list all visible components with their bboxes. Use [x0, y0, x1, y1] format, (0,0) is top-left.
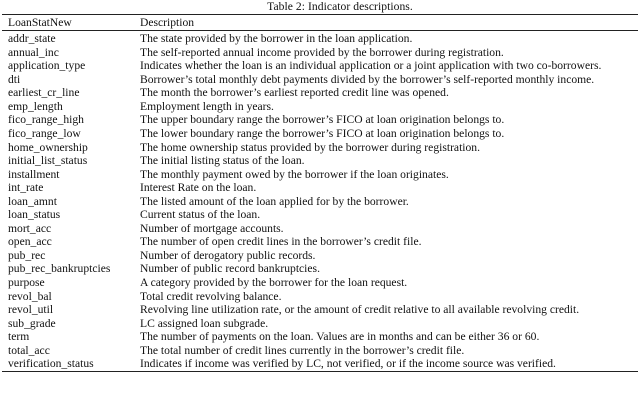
indicator-description-cell: The total number of credit lines currently in the borrower’s credit file. [140, 343, 465, 357]
table-row [2, 303, 638, 317]
indicator-description-cell: Indicates if income was verified by LC, not verified, or if the income source was verified. [140, 357, 556, 371]
indicator-name-cell: open_acc [8, 235, 52, 249]
indicator-description-cell: A category provided by the borrower for the loan request. [140, 276, 408, 290]
table-row [2, 46, 638, 60]
table-row [2, 113, 638, 127]
table-row [2, 59, 638, 73]
header-description: Description [140, 15, 195, 29]
table-row [2, 86, 638, 100]
indicator-name-cell: installment [8, 167, 60, 181]
indicator-name-cell: earliest_cr_line [8, 86, 80, 100]
indicator-description-cell: The number of payments on the loan. Values are in months and can be either 36 or 60. [140, 330, 540, 344]
table-caption: Table 2: Indicator descriptions. [267, 0, 413, 13]
indicator-name-cell: addr_state [8, 32, 56, 46]
indicator-description-cell: Indicates whether the loan is an individual application or a joint application with two co-borrowers. [140, 59, 602, 73]
table-row [2, 317, 638, 331]
indicator-name-cell: pub_rec [8, 248, 46, 262]
indicator-name-cell: initial_list_status [8, 154, 88, 168]
indicator-name-cell: revol_util [8, 303, 54, 317]
table-row [2, 168, 638, 182]
indicator-description-cell: The upper boundary range the borrower’s FICO at loan origination belongs to. [140, 113, 505, 127]
indicator-description-cell: Borrower’s total monthly debt payments divided by the borrower’s self-reported monthly income. [140, 72, 595, 86]
indicator-description-cell: Employment length in years. [140, 99, 274, 113]
indicator-name-cell: purpose [8, 276, 45, 290]
table-row [2, 262, 638, 276]
table-row [2, 127, 638, 141]
indicator-description-cell: The home ownership status provided by the borrower during registration. [140, 140, 481, 154]
indicator-name-cell: annual_inc [8, 45, 59, 59]
table-row [2, 357, 638, 371]
table-row [2, 344, 638, 358]
indicator-name-cell: loan_status [8, 208, 61, 222]
table-row [2, 222, 638, 236]
indicator-name-cell: emp_length [8, 99, 63, 113]
indicator-description-cell: The state provided by the borrower in the loan application. [140, 32, 413, 46]
table-row [2, 208, 638, 222]
indicator-description-cell: Current status of the loan. [140, 208, 261, 222]
table-row [2, 195, 638, 209]
table-row [2, 141, 638, 155]
table-row [2, 235, 638, 249]
table-row [2, 330, 638, 344]
table-row [2, 154, 638, 168]
indicator-description-cell: LC assigned loan subgrade. [140, 316, 269, 330]
indicator-table [2, 14, 638, 372]
indicator-description-cell: The lower boundary range the borrower’s FICO at loan origination belongs to. [140, 127, 505, 141]
indicator-description-cell: The self-reported annual income provided by the borrower during registration. [140, 45, 504, 59]
indicator-description-cell: Total credit revolving balance. [140, 289, 282, 303]
indicator-description-cell: The month the borrower’s earliest reported credit line was opened. [140, 86, 449, 100]
indicator-description-cell: The initial listing status of the loan. [140, 154, 305, 168]
header-row [2, 15, 638, 31]
indicator-name-cell: total_acc [8, 343, 50, 357]
indicator-description-cell: Number of derogatory public records. [140, 248, 316, 262]
indicator-description-cell: Number of public record bankruptcies. [140, 262, 320, 276]
indicator-name-cell: sub_grade [8, 316, 56, 330]
indicator-name-cell: term [8, 330, 30, 344]
table-row [2, 100, 638, 114]
table-row [2, 31, 638, 46]
indicator-description-cell: The listed amount of the loan applied for by the borrower. [140, 194, 409, 208]
indicator-description-cell: Number of mortgage accounts. [140, 221, 284, 235]
indicator-name-cell: loan_amnt [8, 194, 57, 208]
table-row [2, 249, 638, 263]
indicator-description-cell: The monthly payment owed by the borrower if the loan originates. [140, 167, 449, 181]
indicator-description-cell: Revolving line utilization rate, or the amount of credit relative to all available revolving credit. [140, 303, 580, 317]
indicator-name-cell: pub_rec_bankruptcies [8, 262, 111, 276]
indicator-name-cell: fico_range_high [8, 113, 84, 127]
indicator-name-cell: verification_status [8, 357, 94, 371]
indicator-name-cell: int_rate [8, 181, 44, 195]
indicator-name-cell: fico_range_low [8, 127, 81, 141]
table-row [2, 290, 638, 304]
indicator-name-cell: mort_acc [8, 221, 52, 235]
table-row [2, 276, 638, 290]
indicator-description-cell: The number of open credit lines in the borrower’s credit file. [140, 235, 422, 249]
table-body [2, 31, 638, 372]
indicator-name-cell: home_ownership [8, 140, 88, 154]
indicator-name-cell: dti [8, 72, 21, 86]
table-header [2, 15, 638, 31]
indicator-description-cell: Interest Rate on the loan. [140, 181, 257, 195]
table-row [2, 73, 638, 87]
header-loanstatnew: LoanStatNew [8, 15, 72, 29]
indicator-name-cell: revol_bal [8, 289, 52, 303]
table-row [2, 181, 638, 195]
indicator-name-cell: application_type [8, 59, 86, 73]
indicator-table-container [2, 14, 638, 372]
